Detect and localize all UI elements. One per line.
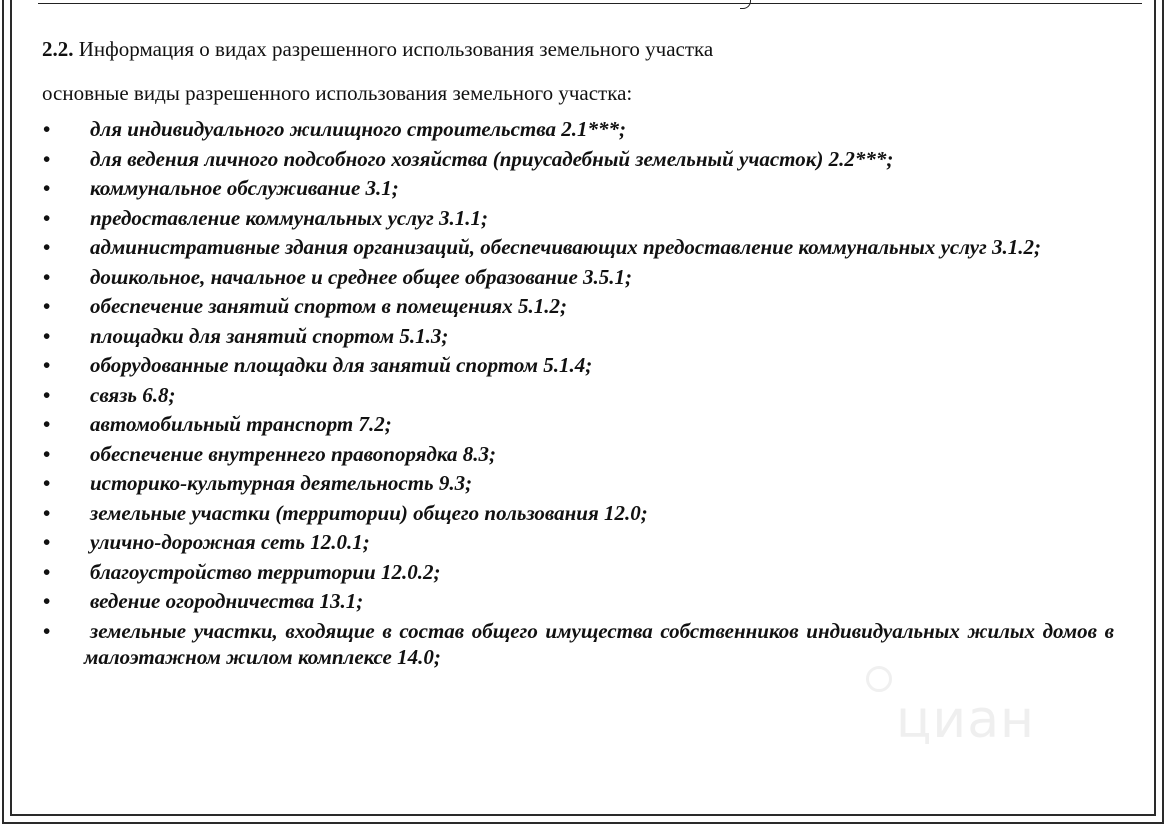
list-item-text: административные здания организаций, обеспечивающих предоставление коммунальных услуг 3.1.2; (90, 235, 1042, 259)
list-item (42, 116, 1114, 143)
bullet-icon: • (43, 589, 51, 613)
list-item-text: для ведения личного подсобного хозяйства (приусадебный земельный участок) 2.2***; (90, 146, 894, 171)
list-item-text: автомобильный транспорт 7.2; (90, 412, 392, 436)
bullet-icon: • (43, 530, 51, 554)
bullet-icon: • (43, 146, 51, 171)
bullet-icon: • (43, 176, 51, 200)
list-item (42, 205, 1114, 232)
list-item-text: благоустройство территории 12.0.2; (90, 559, 441, 584)
list-item-text: для индивидуального жилищного строительства 2.1***; (90, 117, 626, 141)
list-item (42, 146, 1114, 173)
section-title: Информация о видах разрешенного использования земельного участка (73, 37, 714, 61)
list-item-text: земельные участки, входящие в состав общего имущества собственников индивидуальных жилых домов в малоэтажном жилом комплексе 14.0; (84, 618, 1114, 669)
list-item (42, 293, 1114, 320)
list-item (42, 234, 1114, 261)
list-item-text: улично-дорожная сеть 12.0.1; (90, 530, 370, 554)
list-item (42, 382, 1114, 409)
bullet-icon: • (43, 382, 51, 407)
list-item-text: коммунальное обслуживание 3.1; (90, 176, 399, 200)
list-item-text: обеспечение внутреннего правопорядка 8.3; (90, 441, 497, 466)
list-item-text: обеспечение занятий спортом в помещениях 5.1.2; (90, 294, 567, 318)
list-item (42, 588, 1114, 615)
top-divider (38, 3, 1142, 4)
list-item (42, 352, 1114, 379)
bullet-icon: • (43, 117, 51, 141)
bullet-icon: • (43, 412, 51, 436)
section-heading (42, 36, 1114, 62)
bullet-icon: • (43, 353, 51, 377)
list-item-text: предоставление коммунальных услуг 3.1.1; (90, 205, 489, 230)
bullet-icon: • (43, 323, 51, 348)
watermark-text: циан (896, 690, 1036, 750)
list-item-text: связь 6.8; (90, 382, 176, 407)
bullet-icon: • (43, 500, 51, 525)
list-item (42, 264, 1114, 291)
bullet-icon: • (43, 205, 51, 230)
list-item-text: дошкольное, начальное и среднее общее образование 3.5.1; (90, 264, 633, 289)
list-item (42, 559, 1114, 586)
list-item-text: площадки для занятий спортом 5.1.3; (90, 323, 449, 348)
bullet-icon: • (43, 618, 51, 643)
list-item (42, 500, 1114, 527)
permitted-uses-list (42, 116, 1114, 671)
list-item-text: земельные участки (территории) общего пользования 12.0; (90, 500, 648, 525)
list-item (42, 411, 1114, 438)
list-item (42, 618, 1114, 671)
bullet-icon: • (43, 471, 51, 495)
list-item-text: оборудованные площадки для занятий спортом 5.1.4; (90, 353, 593, 377)
list-item (42, 529, 1114, 556)
bullet-icon: • (43, 264, 51, 289)
bullet-icon: • (43, 559, 51, 584)
bullet-icon: • (43, 294, 51, 318)
document-content (42, 36, 1114, 674)
list-item (42, 323, 1114, 350)
section-subtitle: основные виды разрешенного использования земельного участка: (42, 81, 633, 105)
list-item (42, 175, 1114, 202)
list-item (42, 470, 1114, 497)
list-item (42, 441, 1114, 468)
section-number: 2.2. (42, 37, 74, 61)
list-item-text: ведение огородничества 13.1; (90, 589, 364, 613)
bullet-icon: • (43, 235, 51, 259)
bullet-icon: • (43, 441, 51, 466)
list-item-text: историко-культурная деятельность 9.3; (90, 471, 473, 495)
